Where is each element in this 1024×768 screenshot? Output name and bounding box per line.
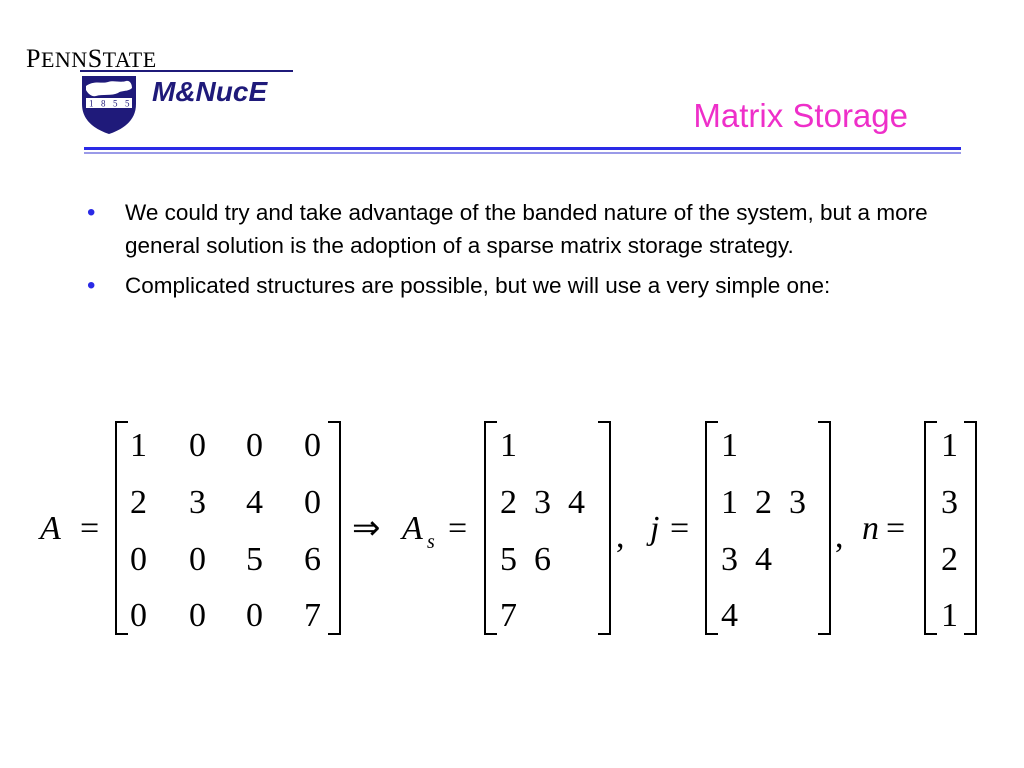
shield-year-digit: 1 — [89, 98, 94, 109]
shield-year-digit: 5 — [125, 98, 130, 109]
matrix-a-cell: 7 — [304, 597, 321, 634]
matrix-a-cell: 5 — [246, 541, 263, 578]
matrix-a-cell: 2 — [130, 484, 147, 521]
comma: , — [835, 518, 844, 555]
vector-n-left-bracket — [925, 422, 937, 634]
matrix-as-row: 5 6 — [500, 541, 551, 578]
vector-n-row: 3 — [941, 484, 958, 521]
matrix-a-cell: 0 — [189, 597, 206, 634]
title-rule-thin — [84, 152, 961, 154]
vector-j — [721, 427, 806, 634]
vector-n-row: 1 — [941, 427, 958, 464]
matrix-as-row: 7 — [500, 597, 517, 634]
pennstate-wordmark — [26, 46, 157, 72]
equals-sign: = — [448, 510, 468, 547]
matrix-as — [500, 427, 585, 634]
matrix-a-label: A — [40, 510, 61, 547]
bullet-text: Complicated structures are possible, but we will use a very simple one: — [125, 273, 831, 298]
bullet-item — [85, 196, 945, 262]
bullet-list — [85, 196, 945, 309]
vector-j-row: 1 2 3 — [721, 484, 806, 521]
matrix-a-cell: 6 — [304, 541, 321, 578]
bullet-item — [85, 269, 945, 302]
vector-j-row: 4 — [721, 597, 738, 634]
implies-arrow: ⇒ — [352, 510, 381, 547]
vector-j-left-bracket — [706, 422, 718, 634]
matrix-as-subscript: s — [427, 531, 435, 553]
vector-n — [941, 427, 958, 634]
shield-year-digit: 8 — [101, 98, 106, 109]
matrix-as-label: A — [402, 510, 423, 547]
comma: , — [616, 518, 625, 555]
matrix-a-cell: 0 — [304, 427, 321, 464]
matrix-a-cell: 0 — [304, 484, 321, 521]
equals-sign: = — [886, 510, 906, 547]
matrix-a — [130, 427, 321, 634]
equals-sign: = — [670, 510, 690, 547]
equals-sign: = — [80, 510, 100, 547]
matrix-a-cell: 3 — [189, 484, 206, 521]
vector-n-label: n — [862, 510, 879, 547]
matrix-a-cell: 0 — [130, 597, 147, 634]
title-rule — [84, 147, 961, 150]
vector-n-row: 2 — [941, 541, 958, 578]
vector-n-row: 1 — [941, 597, 958, 634]
storage-equation — [0, 404, 1024, 654]
vector-j-right-bracket — [818, 422, 830, 634]
matrix-a-cell: 1 — [130, 427, 147, 464]
matrix-a-cell: 0 — [246, 427, 263, 464]
department-name: M&NucE — [152, 76, 268, 107]
matrix-as-row: 2 3 4 — [500, 484, 585, 521]
matrix-a-cell: 0 — [189, 427, 206, 464]
bullet-text: We could try and take advantage of the banded nature of the system, but a more general solution is the adoption of a sparse matrix storage strategy. — [125, 200, 928, 258]
logo-rule — [80, 70, 293, 72]
vector-n-right-bracket — [964, 422, 976, 634]
matrix-a-cell: 0 — [246, 597, 263, 634]
matrix-a-cell: 0 — [130, 541, 147, 578]
bullet-dot-icon: • — [87, 272, 96, 299]
slide-title: Matrix Storage — [693, 97, 908, 134]
matrix-as-left-bracket — [485, 422, 497, 634]
wordmark-p: P — [26, 44, 41, 73]
vector-j-row: 1 — [721, 427, 738, 464]
wordmark-s: S — [87, 44, 103, 73]
shield-year-digit: 5 — [113, 98, 118, 109]
matrix-a-right-bracket — [328, 422, 340, 634]
bullet-dot-icon: • — [87, 199, 96, 226]
wordmark-enn: ENN — [40, 47, 88, 72]
matrix-as-row: 1 — [500, 427, 517, 464]
shield-logo-icon — [80, 74, 138, 136]
matrix-as-right-bracket — [598, 422, 610, 634]
vector-j-row: 3 4 — [721, 541, 772, 578]
matrix-a-cell: 4 — [246, 484, 263, 521]
vector-j-label: j — [650, 510, 660, 547]
matrix-a-left-bracket — [116, 422, 128, 634]
matrix-a-cell: 0 — [189, 541, 206, 578]
wordmark-tate: TATE — [102, 47, 157, 72]
